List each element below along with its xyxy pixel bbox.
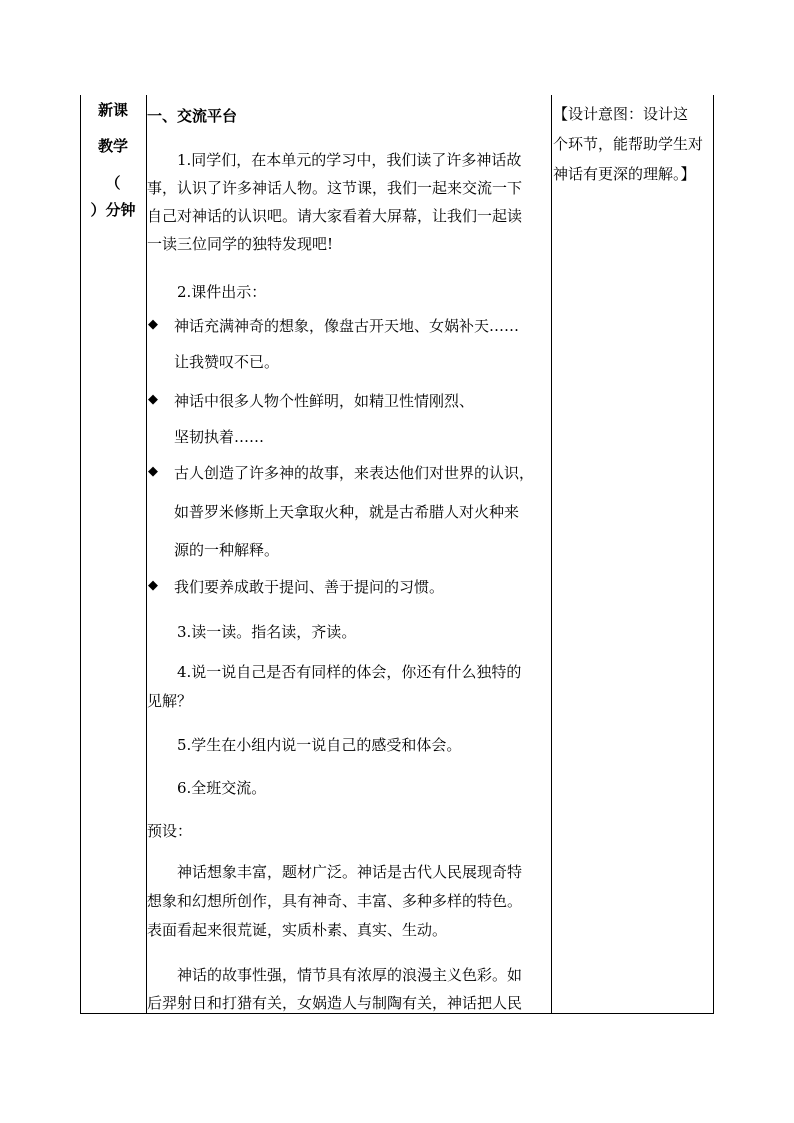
table-divider-2 <box>551 95 552 1014</box>
lesson-plan-table <box>80 95 714 1014</box>
table-border-left <box>80 95 81 1014</box>
stage-label-line2: 教学 <box>97 137 128 155</box>
design-intent-line: 神话有更深的理解。】 <box>553 165 696 183</box>
preset-para1-line: 表面看起来很荒诞，实质朴素、真实、生动。 <box>147 921 448 939</box>
step-6: 6.全班交流。 <box>177 779 267 797</box>
preset-label: 预设： <box>147 822 193 840</box>
preset-para2-line: 神话的故事性强，情节具有浓厚的浪漫主义色彩。如 <box>177 966 523 984</box>
bullet-diamond-icon: ◆ <box>148 464 158 479</box>
para1-line: 1.同学们，在本单元的学习中，我们读了许多神话故 <box>177 151 522 169</box>
step-2: 2.课件出示： <box>177 283 267 301</box>
bullet-3-line: 源的一种解释。 <box>174 541 280 559</box>
preset-para1-line: 神话想象丰富，题材广泛。神话是古代人民展现奇特 <box>177 863 523 881</box>
bullet-2-line: 神话中很多人物个性鲜明，如精卫性情刚烈、 <box>174 392 475 410</box>
design-intent-line: 【设计意图：设计这 <box>553 105 689 123</box>
section-title: 一、交流平台 <box>147 107 238 125</box>
design-intent-line: 个环节，能帮助学生对 <box>553 135 704 153</box>
stage-label-line4: ）分钟 <box>90 201 136 219</box>
preset-para1-line: 想象和幻想所创作，具有神奇、丰富、多种多样的特色。 <box>147 892 523 910</box>
bullet-2-line: 坚韧执着…… <box>174 428 265 446</box>
para1-line: 自己对神话的认识吧。请大家看着大屏幕，让我们一起读 <box>147 207 523 225</box>
step-4-line: 4.说一说自己是否有同样的体会，你还有什么独特的 <box>177 663 522 681</box>
bullet-diamond-icon: ◆ <box>148 317 158 332</box>
step-3: 3.读一读。指名读，齐读。 <box>177 623 357 641</box>
table-border-right <box>713 95 714 1014</box>
preset-para2-line: 后羿射日和打猎有关，女娲造人与制陶有关，神话把人民 <box>147 994 523 1012</box>
bullet-1-line: 神话充满神奇的想象，像盘古开天地、女娲补天…… <box>174 317 520 335</box>
bullet-3-line: 古人创造了许多神的故事，来表达他们对世界的认识， <box>174 464 535 482</box>
para1-line: 一读三位同学的独特发现吧! <box>147 235 334 253</box>
para1-line: 事，认识了许多神话人物。这节课，我们一起来交流一下 <box>147 179 523 197</box>
stage-label-line1: 新课 <box>97 101 128 119</box>
table-border-bottom <box>80 1013 714 1014</box>
stage-label-line3: （ <box>105 174 121 192</box>
bullet-4-line: 我们要养成敢于提问、善于提问的习惯。 <box>174 578 445 596</box>
bullet-3-line: 如普罗米修斯上天拿取火种，就是古希腊人对火种来 <box>174 503 520 521</box>
bullet-diamond-icon: ◆ <box>148 578 158 593</box>
step-4-line: 见解？ <box>147 692 193 710</box>
step-5: 5.学生在小组内说一说自己的感受和体会。 <box>177 736 462 754</box>
bullet-1-line: 让我赞叹不已。 <box>174 353 280 371</box>
bullet-diamond-icon: ◆ <box>148 392 158 407</box>
